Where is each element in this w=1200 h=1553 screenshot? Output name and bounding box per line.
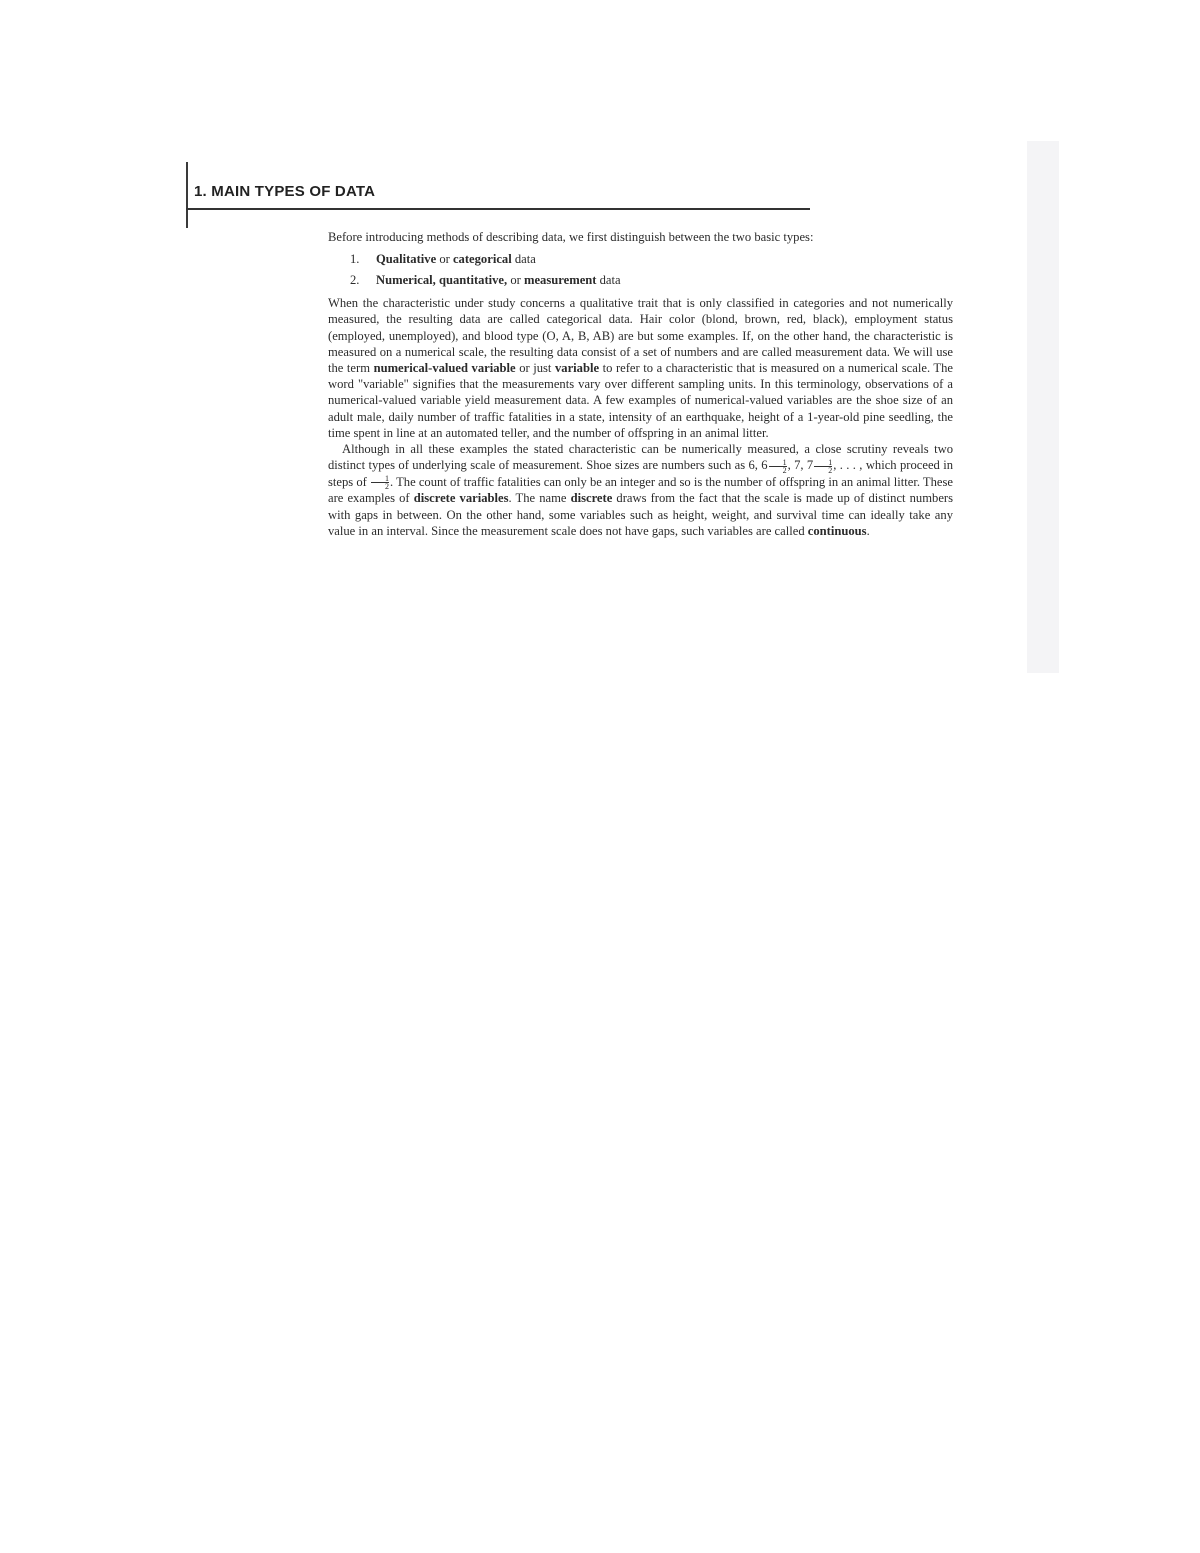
term-bold: measurement [523, 273, 597, 288]
fraction-half [769, 459, 787, 474]
section-heading: 1. MAIN TYPES OF DATA [194, 183, 376, 200]
term-suffix: data [511, 252, 536, 267]
text-run: draws from the fact that the scale is made up of distinct numbers with gaps in between. On the other hand, some variables such as height, weight, and survival time can ideally take any value in an interval. Since the measurement scale does not have gaps, such variables are called [328, 491, 954, 538]
text-run: to refer to a characteristic that is measured on a numerical scale. The word "variable" signifies that the measurements vary over different sampling units. In this terminology, observations of a numerical-valued variable yield measurement data. A few examples of numerical-valued variables are the shoe size of an adult male, daily number of traffic fatalities in a state, intensity of an earthquake, height of a 1-year-old pine seedling, the time spent in line at an automated teller, and the number of offspring in an animal litter. [328, 361, 954, 440]
term-bold: Qualitative [376, 252, 437, 267]
list-item-label [376, 249, 536, 270]
list-item [350, 270, 953, 291]
list-item-number: 1. [350, 252, 360, 267]
bold-term: numerical-valued variable [373, 361, 516, 376]
bold-term: variable [554, 361, 600, 376]
text-run: , 7, 7 [787, 458, 814, 473]
text-run: . The count of traffic fatalities can only be an integer and so is the number of offspring in an animal litter. These are examples of [328, 474, 953, 506]
term-suffix: data [596, 273, 621, 288]
scan-side-strip [1027, 141, 1059, 673]
term-connector: or [507, 273, 524, 288]
text-run: or just [515, 361, 555, 376]
list-item [350, 249, 953, 270]
text-run: When the characteristic under study concerns a qualitative trait that is only classified in categories and not numerically measured, the resulting data are called categorical data. Hair color (blond, brown, red, black), employment status (employed, unemployed), and blood type (O, A, B, AB) are but some examples. If, on the other hand, the characteristic is measured on a numerical scale, the resulting data consist of a set of numbers and are called measurement data. We will use the term [328, 296, 953, 376]
paragraph-1 [328, 295, 953, 441]
text-run: . The name [508, 491, 571, 506]
bold-term: discrete variables [413, 491, 509, 506]
intro-sentence: Before introducing methods of describing data, we first distinguish between the two basic types: [328, 230, 814, 244]
fraction-half [814, 459, 832, 474]
section-body [328, 229, 953, 539]
term-connector: or [436, 252, 453, 267]
fraction-denominator: 2 [769, 466, 787, 474]
paragraph-2 [328, 441, 953, 539]
fraction-denominator: 2 [814, 466, 832, 474]
section-margin-bar [186, 162, 188, 228]
fraction-half [371, 475, 389, 490]
term-bold: categorical [452, 252, 512, 267]
bold-term: continuous [807, 523, 867, 538]
data-types-list [350, 249, 953, 291]
text-run: Although in all these examples the stated characteristic can be numerically measured, a close scrutiny reveals two distinct types of underlying scale of measurement. Shoe sizes are numbers such as 6, 6 [328, 442, 953, 473]
bold-term: discrete [570, 491, 613, 506]
term-bold: Numerical, quantitative, [376, 273, 508, 288]
fraction-numerator: 1 [385, 474, 389, 484]
fraction-numerator: 1 [828, 457, 833, 467]
text-run: . [866, 523, 870, 538]
heading-rule [186, 208, 810, 210]
fraction-denominator: 2 [371, 482, 389, 490]
list-item-label [376, 270, 621, 291]
text-run: , . . . , which proceed in steps of [328, 458, 953, 489]
fraction-numerator: 1 [782, 457, 787, 467]
list-item-number: 2. [350, 273, 360, 288]
